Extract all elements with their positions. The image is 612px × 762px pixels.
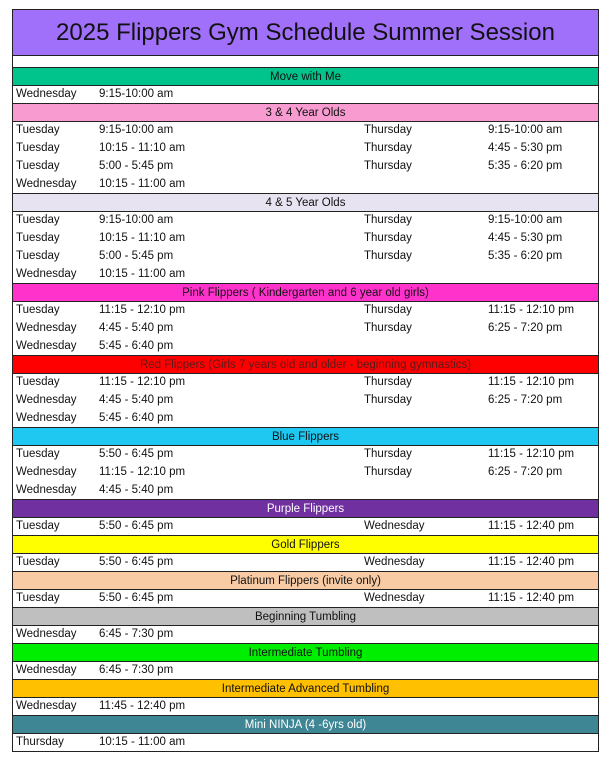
time-cell: 11:15 - 12:40 pm (488, 520, 575, 532)
schedule-row (12, 248, 599, 266)
day-cell: Wednesday (16, 484, 77, 496)
schedule-sections (12, 68, 599, 752)
section-header: Beginning Tumbling (12, 608, 599, 626)
section-header: Purple Flippers (12, 500, 599, 518)
day-cell: Tuesday (16, 520, 60, 532)
day-cell: Wednesday (364, 520, 425, 532)
schedule-row (12, 554, 599, 572)
day-cell: Thursday (364, 160, 412, 172)
time-cell: 10:15 - 11:00 am (99, 178, 186, 190)
schedule-row (12, 392, 599, 410)
day-cell: Thursday (364, 394, 412, 406)
day-cell: Thursday (364, 322, 412, 334)
time-cell: 11:15 - 12:10 pm (488, 376, 575, 388)
section-header: Gold Flippers (12, 536, 599, 554)
schedule-row (12, 482, 599, 500)
time-cell: 4:45 - 5:30 pm (488, 142, 563, 154)
day-cell: Thursday (364, 124, 412, 136)
day-cell: Thursday (364, 232, 412, 244)
section-header: Intermediate Advanced Tumbling (12, 680, 599, 698)
time-cell: 11:15 - 12:10 pm (488, 448, 575, 460)
day-cell: Wednesday (16, 268, 77, 280)
section-header: Platinum Flippers (invite only) (12, 572, 599, 590)
title-spacer-row (12, 56, 599, 68)
time-cell: 5:35 - 6:20 pm (488, 160, 563, 172)
schedule-row (12, 320, 599, 338)
time-cell: 4:45 - 5:40 pm (99, 394, 174, 406)
time-cell: 11:15 - 12:10 pm (99, 466, 186, 478)
time-cell: 4:45 - 5:30 pm (488, 232, 563, 244)
section-header: Mini NINJA (4 -6yrs old) (12, 716, 599, 734)
time-cell: 6:45 - 7:30 pm (99, 628, 174, 640)
section-header: Move with Me (12, 68, 599, 86)
time-cell: 5:50 - 6:45 pm (99, 448, 174, 460)
schedule-sheet (12, 9, 599, 752)
time-cell: 5:00 - 5:45 pm (99, 160, 174, 172)
day-cell: Tuesday (16, 250, 60, 262)
schedule-row (12, 212, 599, 230)
day-cell: Wednesday (364, 592, 425, 604)
time-cell: 6:25 - 7:20 pm (488, 322, 563, 334)
time-cell: 5:45 - 6:40 pm (99, 340, 174, 352)
section-header: Red Flippers (Girls 7 years old and older - beginning gymnastics) (12, 356, 599, 374)
day-cell: Tuesday (16, 214, 60, 226)
time-cell: 10:15 - 11:10 am (99, 142, 186, 154)
schedule-row (12, 176, 599, 194)
page-title: 2025 Flippers Gym Schedule Summer Session (12, 9, 599, 56)
time-cell: 10:15 - 11:00 am (99, 736, 186, 748)
schedule-row (12, 158, 599, 176)
time-cell: 11:45 - 12:40 pm (99, 700, 186, 712)
schedule-row (12, 230, 599, 248)
day-cell: Thursday (364, 142, 412, 154)
schedule-row (12, 266, 599, 284)
time-cell: 11:15 - 12:40 pm (488, 556, 575, 568)
time-cell: 9:15-10:00 am (488, 124, 563, 136)
day-cell: Tuesday (16, 448, 60, 460)
section-header: Intermediate Tumbling (12, 644, 599, 662)
day-cell: Thursday (364, 304, 412, 316)
day-cell: Wednesday (16, 88, 77, 100)
schedule-row (12, 734, 599, 752)
day-cell: Thursday (364, 376, 412, 388)
time-cell: 5:45 - 6:40 pm (99, 412, 174, 424)
schedule-row (12, 122, 599, 140)
day-cell: Wednesday (16, 412, 77, 424)
time-cell: 11:15 - 12:10 pm (99, 376, 186, 388)
time-cell: 5:50 - 6:45 pm (99, 556, 174, 568)
schedule-row (12, 698, 599, 716)
schedule-row (12, 338, 599, 356)
schedule-row (12, 446, 599, 464)
day-cell: Tuesday (16, 304, 60, 316)
day-cell: Tuesday (16, 376, 60, 388)
time-cell: 11:15 - 12:10 pm (488, 304, 575, 316)
schedule-row (12, 464, 599, 482)
time-cell: 9:15-10:00 am (99, 214, 174, 226)
time-cell: 5:35 - 6:20 pm (488, 250, 563, 262)
day-cell: Thursday (16, 736, 64, 748)
day-cell: Wednesday (16, 700, 77, 712)
time-cell: 5:50 - 6:45 pm (99, 592, 174, 604)
day-cell: Wednesday (16, 340, 77, 352)
time-cell: 9:15-10:00 am (99, 124, 174, 136)
day-cell: Wednesday (16, 394, 77, 406)
time-cell: 5:00 - 5:45 pm (99, 250, 174, 262)
time-cell: 10:15 - 11:10 am (99, 232, 186, 244)
section-header: 3 & 4 Year Olds (12, 104, 599, 122)
time-cell: 10:15 - 11:00 am (99, 268, 186, 280)
day-cell: Wednesday (16, 664, 77, 676)
day-cell: Wednesday (16, 628, 77, 640)
schedule-row (12, 410, 599, 428)
day-cell: Thursday (364, 250, 412, 262)
time-cell: 4:45 - 5:40 pm (99, 484, 174, 496)
schedule-row (12, 140, 599, 158)
day-cell: Wednesday (364, 556, 425, 568)
day-cell: Thursday (364, 466, 412, 478)
section-header: Pink Flippers ( Kindergarten and 6 year old girls) (12, 284, 599, 302)
schedule-row (12, 590, 599, 608)
schedule-row (12, 302, 599, 320)
day-cell: Tuesday (16, 142, 60, 154)
time-cell: 6:25 - 7:20 pm (488, 466, 563, 478)
schedule-row (12, 626, 599, 644)
time-cell: 5:50 - 6:45 pm (99, 520, 174, 532)
day-cell: Tuesday (16, 556, 60, 568)
day-cell: Wednesday (16, 466, 77, 478)
time-cell: 6:45 - 7:30 pm (99, 664, 174, 676)
schedule-row (12, 518, 599, 536)
schedule-row (12, 374, 599, 392)
time-cell: 11:15 - 12:10 pm (99, 304, 186, 316)
day-cell: Wednesday (16, 322, 77, 334)
time-cell: 6:25 - 7:20 pm (488, 394, 563, 406)
day-cell: Tuesday (16, 160, 60, 172)
section-header: 4 & 5 Year Olds (12, 194, 599, 212)
section-header: Blue Flippers (12, 428, 599, 446)
day-cell: Tuesday (16, 124, 60, 136)
schedule-row (12, 662, 599, 680)
day-cell: Thursday (364, 448, 412, 460)
day-cell: Wednesday (16, 178, 77, 190)
time-cell: 9:15-10:00 am (488, 214, 563, 226)
time-cell: 9:15-10:00 am (99, 88, 174, 100)
day-cell: Tuesday (16, 592, 60, 604)
day-cell: Thursday (364, 214, 412, 226)
schedule-row (12, 86, 599, 104)
day-cell: Tuesday (16, 232, 60, 244)
time-cell: 4:45 - 5:40 pm (99, 322, 174, 334)
time-cell: 11:15 - 12:40 pm (488, 592, 575, 604)
